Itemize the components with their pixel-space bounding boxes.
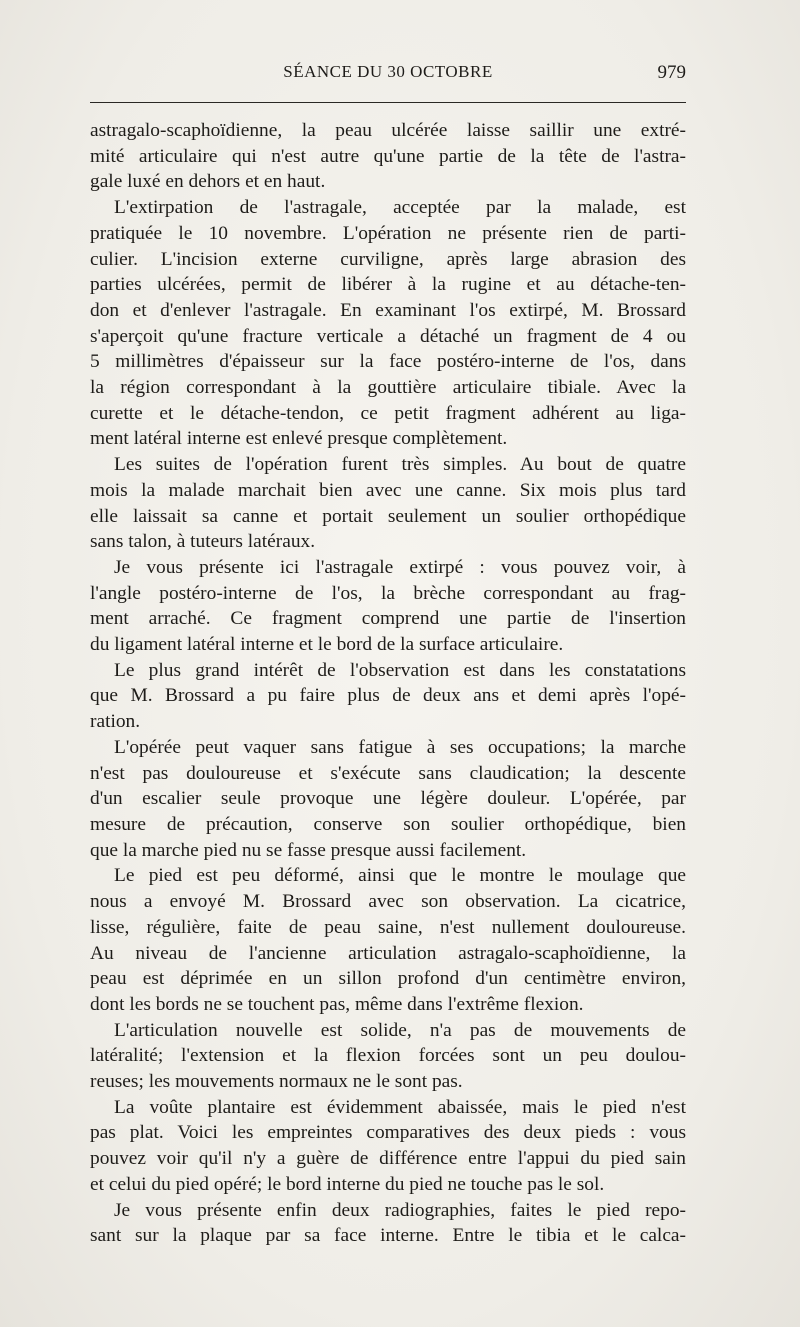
text-line: que M. Brossard a pu faire plus de deux ans et demi après l'opé- bbox=[90, 685, 686, 707]
text-line: Je vous présente enfin deux radiographies, faites le pied repo- bbox=[114, 1199, 686, 1221]
text-line: pas plat. Voici les empreintes comparatives des deux pieds : vous bbox=[90, 1122, 686, 1144]
text-line: don et d'enlever l'astragale. En examinant l'os extirpé, M. Brossard bbox=[90, 299, 686, 321]
paragraph bbox=[90, 195, 686, 452]
text-line: pouvez voir qu'il n'y a guère de différence entre l'appui du pied sain bbox=[90, 1148, 686, 1170]
page-number: 979 bbox=[657, 62, 686, 83]
text-line: dont les bords ne se touchent pas, même dans l'extrême flexion. bbox=[90, 993, 584, 1015]
text-line: sans talon, à tuteurs latéraux. bbox=[90, 531, 316, 553]
page-header bbox=[90, 62, 686, 92]
text-line: Le pied est peu déformé, ainsi que le montre le moulage que bbox=[114, 865, 686, 887]
text-line: reuses; les mouvements normaux ne le sont pas. bbox=[90, 1071, 463, 1093]
text-line: lisse, régulière, faite de peau saine, n'est nullement douloureuse. bbox=[90, 916, 686, 938]
text-line: ration. bbox=[90, 711, 141, 733]
text-line: 5 millimètres d'épaisseur sur la face postéro-interne de l'os, dans bbox=[90, 351, 686, 373]
text-line: curette et le détache-tendon, ce petit fragment adhérent au liga- bbox=[90, 402, 686, 424]
paragraph bbox=[90, 118, 686, 195]
paragraph bbox=[90, 658, 686, 735]
header-rule bbox=[90, 102, 686, 103]
text-line: Au niveau de l'ancienne articulation astragalo-scaphoïdienne, la bbox=[90, 942, 686, 964]
text-line: sant sur la plaque par sa face interne. Entre le tibia et le calca- bbox=[90, 1225, 686, 1247]
text-line: mité articulaire qui n'est autre qu'une partie de la tête de l'astra- bbox=[90, 145, 686, 167]
paragraph bbox=[90, 1095, 686, 1198]
paragraph bbox=[90, 863, 686, 1017]
text-line: parties ulcérées, permit de libérer à la rugine et au détache-ten- bbox=[90, 274, 686, 296]
paragraph bbox=[90, 452, 686, 555]
text-line: astragalo-scaphoïdienne, la peau ulcérée laisse saillir une extré- bbox=[90, 120, 686, 141]
text-line: ment arraché. Ce fragment comprend une partie de l'insertion bbox=[90, 608, 686, 630]
text-line: et celui du pied opéré; le bord interne du pied ne touche pas le sol. bbox=[90, 1173, 605, 1195]
text-line: Les suites de l'opération furent très simples. Au bout de quatre bbox=[114, 454, 686, 476]
text-line: L'opérée peut vaquer sans fatigue à ses occupations; la marche bbox=[114, 736, 686, 758]
text-line: gale luxé en dehors et en haut. bbox=[90, 171, 326, 193]
text-line: Je vous présente ici l'astragale extirpé : vous pouvez voir, à bbox=[114, 556, 686, 578]
text-line: d'un escalier seule provoque une légère douleur. L'opérée, par bbox=[90, 788, 686, 810]
running-title: SÉANCE DU 30 OCTOBRE bbox=[283, 62, 493, 81]
text-line: la région correspondant à la gouttière articulaire tibiale. Avec la bbox=[90, 377, 686, 399]
text-line: ment latéral interne est enlevé presque complètement. bbox=[90, 428, 508, 450]
text-line: La voûte plantaire est évidemment abaissée, mais le pied n'est bbox=[114, 1096, 686, 1118]
text-line: pratiquée le 10 novembre. L'opération ne présente rien de parti- bbox=[90, 222, 686, 244]
paragraph bbox=[90, 735, 686, 864]
paragraph bbox=[90, 1198, 686, 1249]
body-text bbox=[90, 118, 686, 1249]
text-line: nous a envoyé M. Brossard avec son observation. La cicatrice, bbox=[90, 891, 686, 913]
text-line: culier. L'incision externe curviligne, après large abrasion des bbox=[90, 248, 686, 270]
text-line: Le plus grand intérêt de l'observation est dans les constatations bbox=[114, 659, 686, 681]
text-line: L'articulation nouvelle est solide, n'a pas de mouvements de bbox=[114, 1019, 686, 1041]
text-line: mesure de précaution, conserve son soulier orthopédique, bien bbox=[90, 813, 686, 835]
text-line: mois la malade marchait bien avec une canne. Six mois plus tard bbox=[90, 479, 686, 501]
text-line: L'extirpation de l'astragale, acceptée par la malade, est bbox=[114, 197, 686, 219]
text-line: n'est pas douloureuse et s'exécute sans claudication; la descente bbox=[90, 762, 686, 784]
text-line: l'angle postéro-interne de l'os, la brèche correspondant au frag- bbox=[90, 582, 686, 604]
text-line: latéralité; l'extension et la flexion forcées sont un peu doulou- bbox=[90, 1045, 686, 1067]
text-line: peau est déprimée en un sillon profond d'un centimètre environ, bbox=[90, 968, 686, 990]
text-line: s'aperçoit qu'une fracture verticale a détaché un fragment de 4 ou bbox=[90, 325, 686, 347]
text-line: que la marche pied nu se fasse presque aussi facilement. bbox=[90, 839, 527, 861]
text-line: elle laissait sa canne et portait seulement un soulier orthopédique bbox=[90, 505, 686, 527]
paragraph bbox=[90, 555, 686, 658]
text-line: du ligament latéral interne et le bord de la surface articulaire. bbox=[90, 634, 564, 656]
paragraph bbox=[90, 1018, 686, 1095]
